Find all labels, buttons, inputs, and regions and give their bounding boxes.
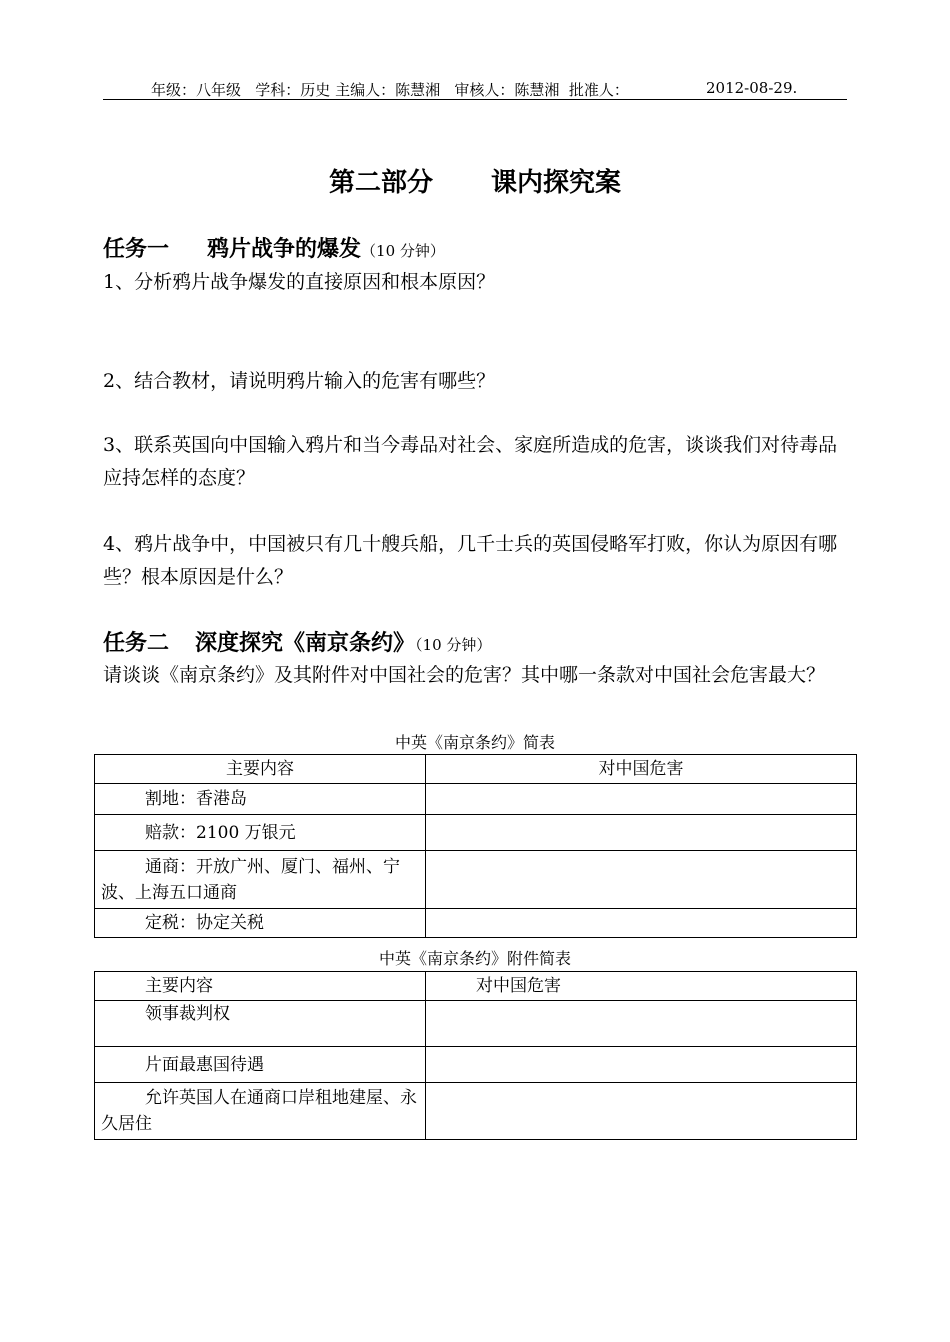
table-row (95, 1083, 857, 1140)
task2-label: 任务二 (103, 631, 170, 656)
table-row (95, 909, 857, 938)
table-header-row (95, 755, 857, 784)
table-cell-content: 领事裁判权 (95, 1001, 426, 1047)
task1-question-3: 3、联系英国向中国输入鸦片和当今毒品对社会、家庭所造成的危害，谈谈我们对待毒品应持怎样的态度？ (103, 434, 838, 489)
treaty-annex-table (94, 971, 857, 1140)
task2-prompt: 请谈谈《南京条约》及其附件对中国社会的危害？其中哪一条款对中国社会危害最大？ (103, 664, 826, 686)
task1-question-2: 2、结合教材，请说明鸦片输入的危害有哪些？ (103, 370, 496, 392)
table-cell-content: 通商：开放广州、厦门、福州、宁波、上海五口通商 (95, 851, 426, 909)
table-cell-harm[interactable] (426, 815, 857, 851)
task2-name: 深度探究《南京条约》 (195, 631, 416, 656)
table-cell-content: 赔款：2100 万银元 (95, 815, 426, 851)
table-cell-content: 割地：香港岛 (95, 784, 426, 815)
task1-question-1: 1、分析鸦片战争爆发的直接原因和根本原因？ (103, 271, 496, 293)
table1-caption: 中英《南京条约》简表 (394, 733, 555, 752)
table-cell-harm[interactable] (426, 851, 857, 909)
table-header-content: 主要内容 (95, 972, 426, 1001)
treaty-table (94, 754, 857, 938)
table-cell-harm[interactable] (426, 909, 857, 938)
table-cell-content: 允许英国人在通商口岸租地建屋、永久居住 (95, 1083, 426, 1140)
table-row (95, 815, 857, 851)
table-row (95, 1047, 857, 1083)
task2-heading (103, 626, 491, 657)
table-header-harm: 对中国危害 (426, 972, 857, 1001)
task1-question-4: 4、鸦片战争中，中国被只有几十艘兵船，几千士兵的英国侵略军打败，你认为原因有哪些？根本原因是什么？ (103, 533, 838, 588)
title-part: 第二部分 (328, 168, 433, 198)
table-row (95, 784, 857, 815)
table-cell-harm[interactable] (426, 1001, 857, 1047)
table-header-row (95, 972, 857, 1001)
table-cell-harm[interactable] (426, 1047, 857, 1083)
task1-heading (103, 232, 445, 263)
table-row (95, 1001, 857, 1047)
task1-label: 任务一 (103, 237, 170, 262)
table-row (95, 851, 857, 909)
header-meta: 年级：八年级 学科：历史 主编人：陈慧湘 审核人：陈慧湘 批准人： (151, 81, 629, 99)
task1-time: （10 分钟） (361, 242, 445, 260)
task1-name: 鸦片战争的爆发 (207, 237, 362, 262)
table2-caption: 中英《南京条约》附件简表 (378, 949, 571, 968)
page-header (103, 79, 847, 100)
title-name: 课内探究案 (491, 168, 622, 198)
table-cell-content: 片面最惠国待遇 (95, 1047, 426, 1083)
table-cell-harm[interactable] (426, 784, 857, 815)
table-header-content: 主要内容 (95, 755, 426, 784)
table-header-harm: 对中国危害 (426, 755, 857, 784)
table-cell-content: 定税：协定关税 (95, 909, 426, 938)
table-cell-harm[interactable] (426, 1083, 857, 1140)
page-title (0, 162, 950, 199)
header-date: 2012-08-29. (706, 79, 798, 97)
task2-time: （10 分钟） (415, 636, 492, 654)
